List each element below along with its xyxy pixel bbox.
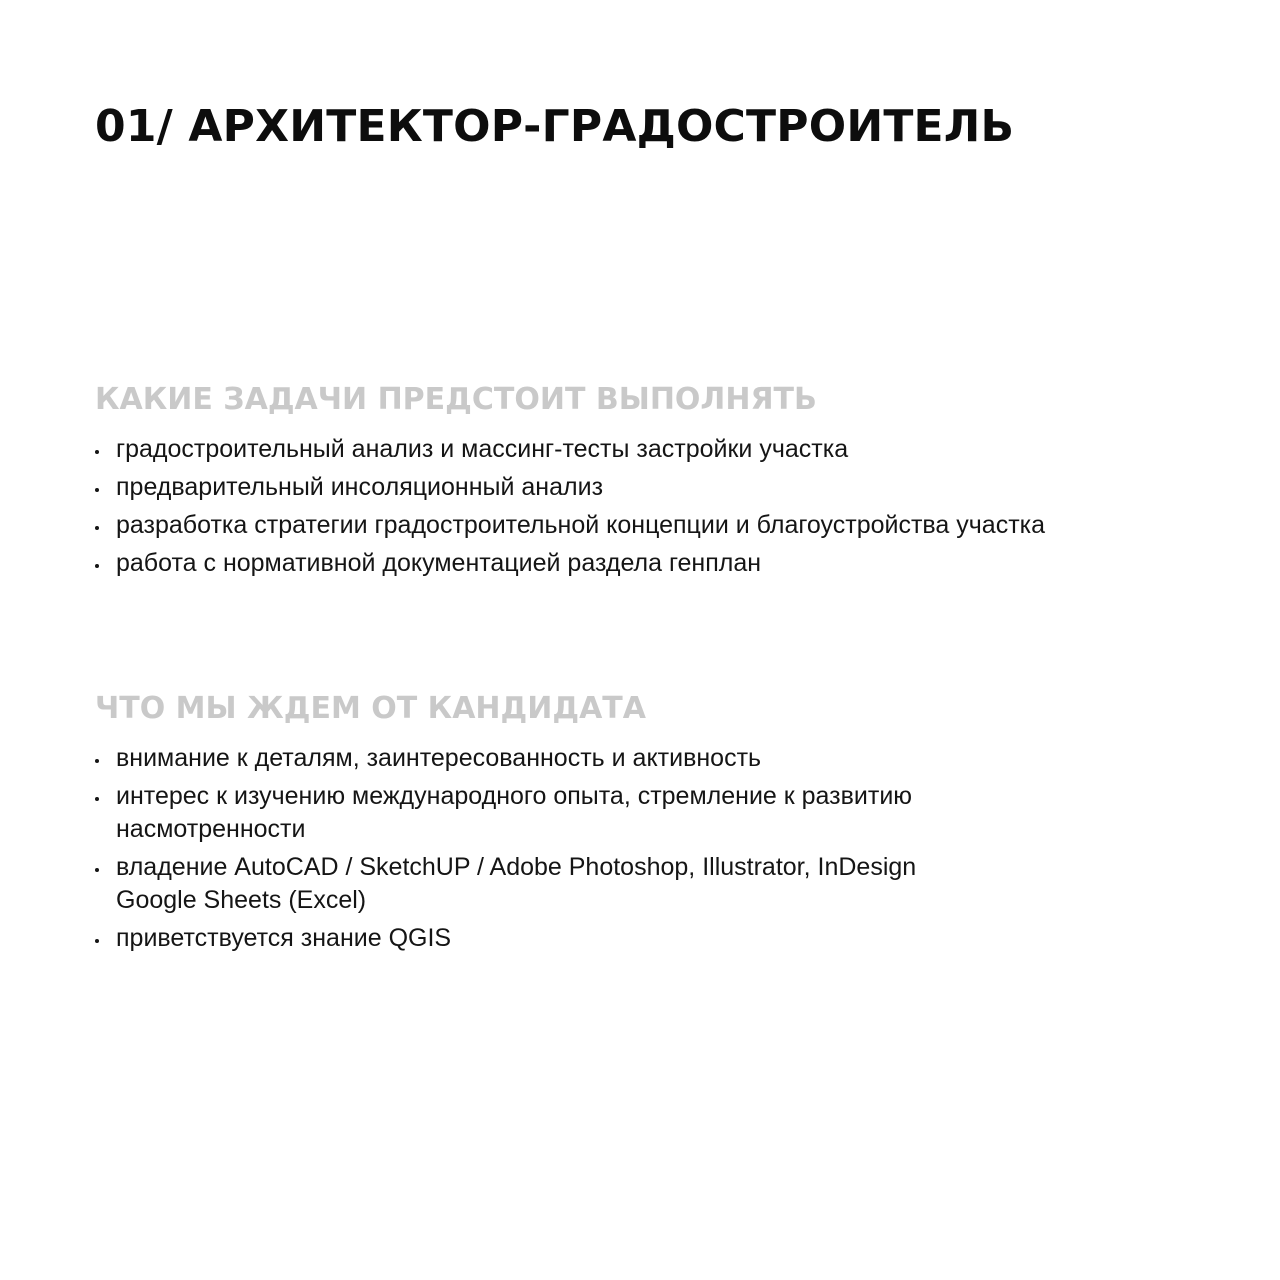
- list-item-text: предварительный инсоляционный анализ: [116, 473, 604, 501]
- list-item-text: внимание к деталям, заинтересованность и активность: [116, 744, 762, 772]
- bullet-icon: [95, 868, 99, 872]
- tasks-section: [95, 381, 1215, 585]
- list-item-text: приветствуется знание QGIS: [116, 924, 452, 952]
- tasks-heading: КАКИЕ ЗАДАЧИ ПРЕДСТОИТ ВЫПОЛНЯТЬ: [95, 382, 817, 417]
- bullet-icon: [95, 488, 99, 492]
- list-item: [95, 509, 1215, 542]
- requirements-heading: ЧТО МЫ ЖДЕМ ОТ КАНДИДАТА: [95, 691, 646, 726]
- list-item-text: работа с нормативной документацией раздела генплан: [116, 549, 762, 577]
- bullet-icon: [95, 797, 99, 801]
- bullet-icon: [95, 759, 99, 763]
- list-item: [95, 433, 1215, 466]
- bullet-icon: [95, 939, 99, 943]
- bullet-icon: [95, 450, 99, 454]
- requirements-section: [95, 690, 1215, 960]
- list-item-text: владение AutoCAD / SketchUP / Adobe Photoshop, Illustrator, InDesign Google Sheets (Excel): [116, 853, 917, 914]
- bullet-icon: [95, 564, 99, 568]
- list-item: [95, 851, 1215, 917]
- page-title: 01/ АРХИТЕКТОР-ГРАДОСТРОИТЕЛЬ: [95, 101, 1015, 152]
- list-item: [95, 922, 1215, 955]
- list-item: [95, 780, 1215, 846]
- list-item: [95, 471, 1215, 504]
- list-item-text: разработка стратегии градостроительной концепции и благоустройства участка: [116, 511, 1046, 539]
- list-item-text: градостроительный анализ и массинг-тесты застройки участка: [116, 435, 849, 463]
- requirements-list: [95, 742, 1215, 955]
- bullet-icon: [95, 526, 99, 530]
- list-item: [95, 547, 1215, 580]
- tasks-list: [95, 433, 1215, 580]
- list-item-text: интерес к изучению международного опыта, стремление к развитию насмотренности: [116, 782, 913, 843]
- list-item: [95, 742, 1215, 775]
